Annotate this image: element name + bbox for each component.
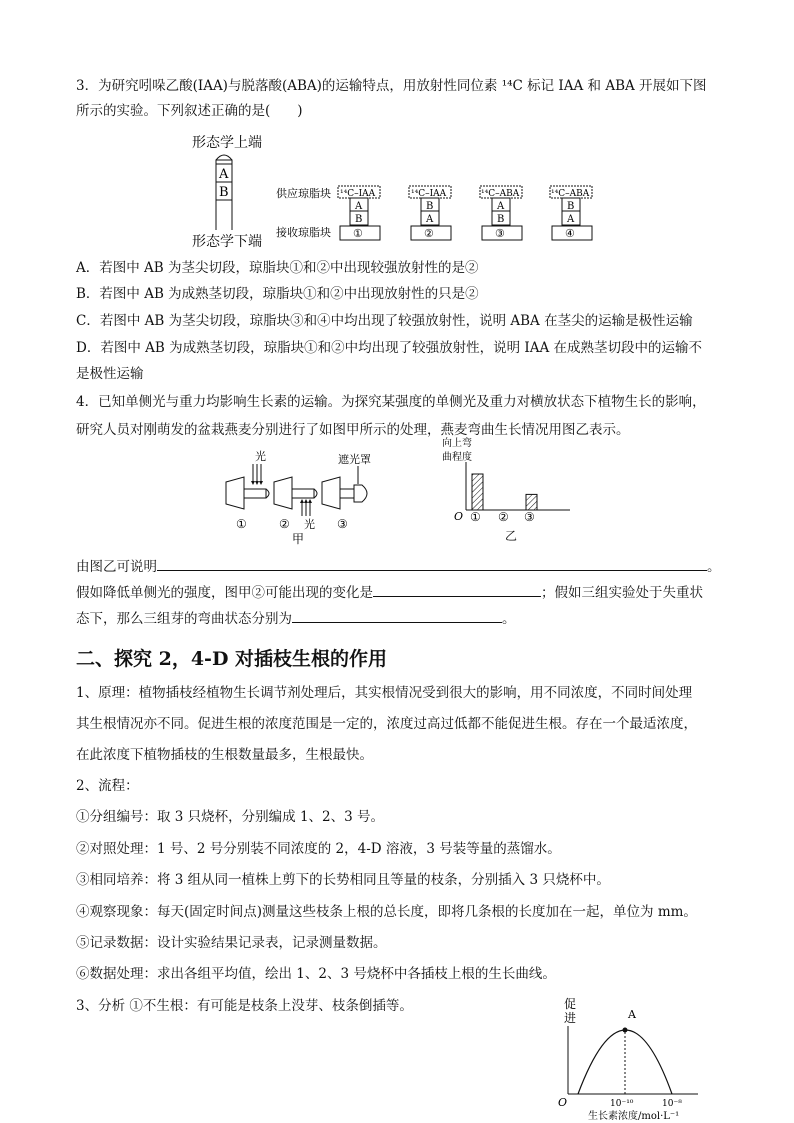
receiver-label: 接收琼脂块 xyxy=(276,226,331,239)
setup-1-receiver: ① xyxy=(353,227,363,240)
light-1-label: 光 xyxy=(255,450,266,463)
fig-a-label-2: ② xyxy=(279,517,290,531)
graph-tick-2: 10⁻⁸ xyxy=(662,1099,682,1109)
top-label: 形态学上端 xyxy=(192,135,262,151)
setup-4-donor: ¹⁴C–ABA xyxy=(551,189,590,199)
principle-line3: 在此浓度下植物插枝的生根数量最多，生根最快。 xyxy=(76,747,373,763)
segment-a-label: A xyxy=(219,167,229,182)
q3-option-d-line2: 是极性运输 xyxy=(76,366,144,382)
principle-line2: 其生根情况亦不同。促进生根的浓度范围是一定的，浓度过高过低都不能促进生根。存在一个最适浓度， xyxy=(76,716,697,732)
q4-fill-3 xyxy=(76,608,516,629)
pot-2 xyxy=(274,477,292,509)
fig-a-caption: 甲 xyxy=(292,532,305,545)
graph-xlabel: 生长素浓度/mol·L⁻¹ xyxy=(588,1111,680,1121)
fill1-prefix: 由图乙可说明 xyxy=(76,559,157,575)
fig-b-ylabel-1: 向上弯 xyxy=(442,438,472,449)
step-5: ⑤记录数据：设计实验结果记录表，记录测量数据。 xyxy=(76,935,387,951)
q3-option-b: B．若图中 AB 为成熟茎切段，琼脂块①和②中出现放射性的只是② xyxy=(76,286,479,302)
pot-1 xyxy=(226,477,244,509)
shade-cap xyxy=(354,485,367,502)
setup-4-upper: B xyxy=(567,201,575,212)
bar-3 xyxy=(526,494,537,510)
q4-fill-2 xyxy=(76,582,703,603)
setup-3-receiver: ③ xyxy=(495,227,505,240)
donor-label: 供应琼脂块 xyxy=(276,187,331,200)
q4-stem-line2: 研究人员对刚萌发的盆栽燕麦分别进行了如图甲所示的处理，燕麦弯曲生长情况用图乙表示。 xyxy=(76,422,630,438)
light-2-label: 光 xyxy=(304,518,315,531)
setup-2-receiver: ② xyxy=(424,227,434,240)
fig-b-cat-2: ② xyxy=(498,510,509,523)
flow-title: 2、流程： xyxy=(76,778,139,794)
fig-b-cat-3: ③ xyxy=(524,510,535,523)
stem-cap xyxy=(216,155,232,160)
setup-2-lower: A xyxy=(426,214,434,225)
fig-b-cat-1: ① xyxy=(470,510,481,523)
step-4: ④观察现象：每天(固定时间点)测量这些枝条上根的总长度，即将几条根的长度加在一起，单位为 mm。 xyxy=(76,904,697,920)
step-1: ①分组编号：取 3 只烧杯，分别编成 1、2、3 号。 xyxy=(76,809,385,825)
fig-b-origin: O xyxy=(454,510,464,523)
setup-1-donor: ¹⁴C–IAA xyxy=(340,189,376,199)
setup-4-lower: A xyxy=(567,214,575,225)
fill1-suffix: 。 xyxy=(707,559,721,575)
fill3-suffix: 。 xyxy=(502,611,516,627)
fill3-blank[interactable] xyxy=(292,608,502,623)
setup-3 xyxy=(480,186,522,240)
analysis: 3、分析 ①不生根：有可能是枝条上没芽、枝条倒插等。 xyxy=(76,998,413,1014)
section2-heading: 二、探究 2，4-D 对插枝生根的作用 xyxy=(76,648,388,670)
fill2-prefix: 假如降低单侧光的强度，图甲②可能出现的变化是 xyxy=(76,585,373,601)
q3-option-c: C．若图中 AB 为茎尖切段，琼脂块③和④中均出现了较强放射性，说明 ABA 在茎尖的运输是极性运输 xyxy=(76,313,693,329)
q3-option-a: A．若图中 AB 为茎尖切段，琼脂块①和②中出现较强放射性的是② xyxy=(76,260,479,276)
fill2-mid: ；假如三组实验处于失重状 xyxy=(541,585,703,601)
fill2-blank[interactable] xyxy=(373,582,541,597)
sprout-1 xyxy=(244,489,266,498)
setup-2-donor: ¹⁴C–IAA xyxy=(411,189,447,199)
fig-b-caption: 乙 xyxy=(505,529,518,543)
q4-figure-a xyxy=(222,450,382,545)
graph-ylabel-2: 进 xyxy=(564,1011,577,1025)
graph-origin: O xyxy=(558,1096,568,1109)
shade-label: 遮光罩 xyxy=(338,453,371,466)
setup-1-lower: B xyxy=(355,214,363,225)
bottom-label: 形态学下端 xyxy=(192,234,262,250)
fig-b-ylabel-2: 曲程度 xyxy=(442,452,472,463)
auxin-curve-graph xyxy=(558,996,708,1121)
segment-b-label: B xyxy=(219,185,229,200)
setup-1-upper: A xyxy=(355,201,363,212)
sprout-2 xyxy=(292,489,314,498)
graph-ylabel-1: 促 xyxy=(564,997,577,1011)
setup-4-receiver: ④ xyxy=(565,227,575,240)
point-a-label: A xyxy=(628,1008,636,1021)
fig-a-label-3: ③ xyxy=(337,517,348,531)
setup-3-donor: ¹⁴C–ABA xyxy=(481,189,520,199)
fig-a-label-1: ① xyxy=(236,517,247,531)
graph-tick-1: 10⁻¹⁰ xyxy=(610,1099,634,1109)
step-3: ③相同培养：将 3 组从同一植株上剪下的长势相同且等量的枝条，分别插入 3 只烧杯中。 xyxy=(76,872,610,888)
q3-option-d-line1: D．若图中 AB 为成熟茎切段，琼脂块①和②中均出现了较强放射性，说明 IAA 在成熟茎切段中的运输不 xyxy=(76,340,702,356)
setup-3-lower: B xyxy=(497,214,505,225)
setup-3-upper: A xyxy=(497,201,505,212)
setup-1 xyxy=(338,186,380,240)
step-6: ⑥数据处理：求出各组平均值，绘出 1、2、3 号烧杯中各插枝上根的生长曲线。 xyxy=(76,966,556,982)
q3-stem-line2: 所示的实验。下列叙述正确的是( ) xyxy=(76,103,303,119)
q4-stem-line1: 4．已知单侧光与重力均影响生长素的运输。为探究某强度的单侧光及重力对横放状态下植物生长的影响， xyxy=(76,394,706,410)
setup-2-upper: B xyxy=(426,201,434,212)
step-2: ②对照处理：1 号、2 号分别装不同浓度的 2，4-D 溶液，3 号装等量的蒸馏水。 xyxy=(76,841,561,857)
q3-figure xyxy=(180,130,600,250)
stem-top xyxy=(216,160,232,164)
point-a xyxy=(623,1028,628,1033)
q3-stem-line1: 3．为研究吲哚乙酸(IAA)与脱落酸(ABA)的运输特点，用放射性同位素 ¹⁴C 标记 IAA 和 ABA 开展如下图 xyxy=(76,78,707,94)
fill3-prefix: 态下，那么三组芽的弯曲状态分别为 xyxy=(76,611,292,627)
principle-line1: 1、原理：植物插枝经植物生长调节剂处理后，其实根情况受到很大的影响，用不同浓度，不同时间处理 xyxy=(76,685,693,701)
setup-4 xyxy=(550,186,592,240)
fill1-blank[interactable] xyxy=(157,556,707,571)
q4-fill-1 xyxy=(76,556,721,577)
q4-figure-b xyxy=(440,428,600,523)
pot-3 xyxy=(322,477,340,509)
bar-1 xyxy=(472,474,483,510)
setup-2 xyxy=(409,186,451,240)
